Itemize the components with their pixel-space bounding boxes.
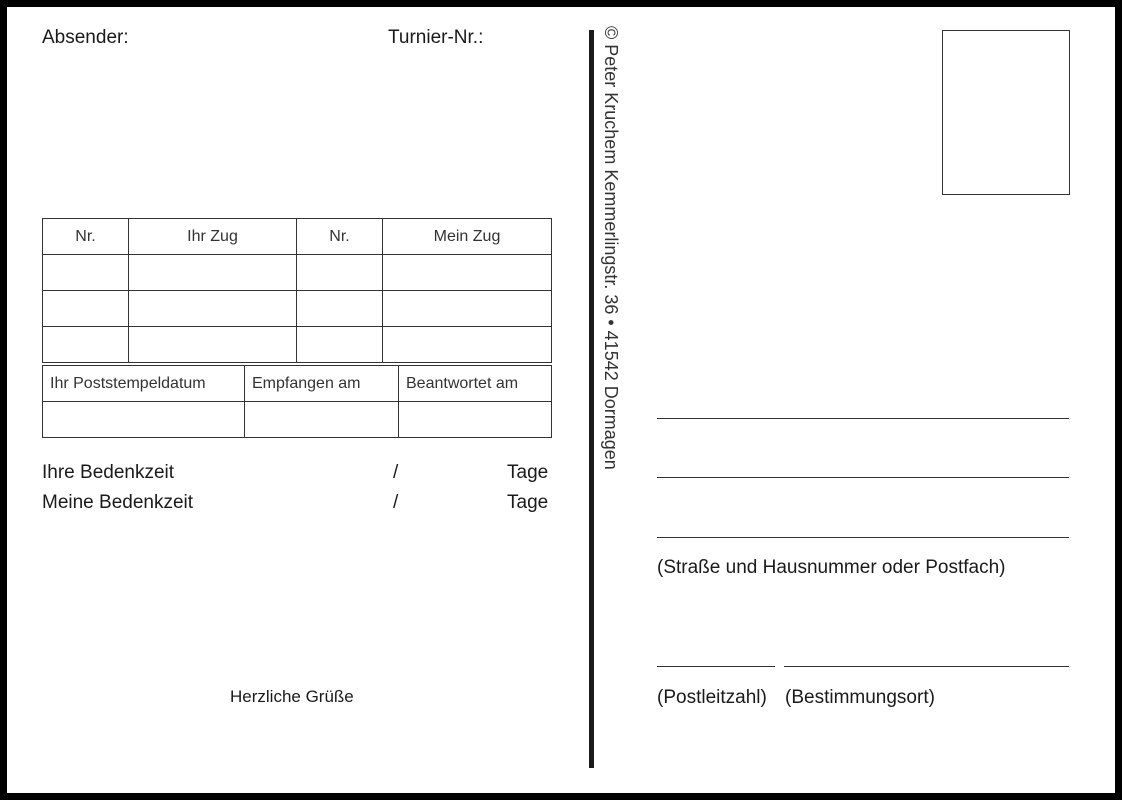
table-cell [383,327,552,363]
header-answered-on: Beantwortet am [399,366,552,402]
answered-on-value [399,402,552,438]
table-row [43,402,552,438]
postmark-date-value [43,402,245,438]
moves-table [42,218,552,363]
address-line-3 [657,537,1069,538]
table-row [43,327,552,363]
table-cell [43,255,129,291]
header-your-move: Ihr Zug [129,219,297,255]
address-line-1 [657,418,1069,419]
header-nr-yours: Nr. [43,219,129,255]
table-cell [43,291,129,327]
city-line [784,666,1069,667]
stamp-box [942,30,1070,195]
table-cell [43,327,129,363]
address-line-2 [657,477,1069,478]
street-hint: (Straße und Hausnummer oder Postfach) [657,557,1006,578]
header-my-move: Mein Zug [383,219,552,255]
postcode-hint: (Postleitzahl) [657,687,767,708]
table-cell [129,255,297,291]
header-postmark-date: Ihr Poststempeldatum [43,366,245,402]
received-on-value [245,402,399,438]
copyright-address: © Peter Kruchem Kemmerlingstr. 36 • 41542 Dormagen [601,26,621,470]
your-thinking-time-label: Ihre Bedenkzeit [42,462,175,483]
divider-bar [589,30,594,768]
dates-table-header [43,366,552,402]
my-thinking-time-separator: / [393,492,399,513]
city-hint: (Bestimmungsort) [785,687,935,708]
dates-table [42,365,552,438]
table-cell [297,327,383,363]
closing-greeting: Herzliche Grüße [230,687,354,706]
table-cell [383,291,552,327]
your-thinking-time-separator: / [393,462,399,483]
your-thinking-time-unit: Tage [507,462,549,483]
table-cell [129,291,297,327]
tournament-number-label: Turnier-Nr.: [388,27,484,48]
table-cell [297,255,383,291]
my-thinking-time-label: Meine Bedenkzeit [42,492,194,513]
my-thinking-time-unit: Tage [507,492,549,513]
postcard [7,7,1115,793]
table-cell [297,291,383,327]
sender-label: Absender: [42,27,129,48]
postcode-line [657,666,775,667]
moves-table-header [43,219,552,255]
table-cell [383,255,552,291]
header-received-on: Empfangen am [245,366,399,402]
table-row [43,255,552,291]
header-nr-mine: Nr. [297,219,383,255]
table-row [43,291,552,327]
table-cell [129,327,297,363]
